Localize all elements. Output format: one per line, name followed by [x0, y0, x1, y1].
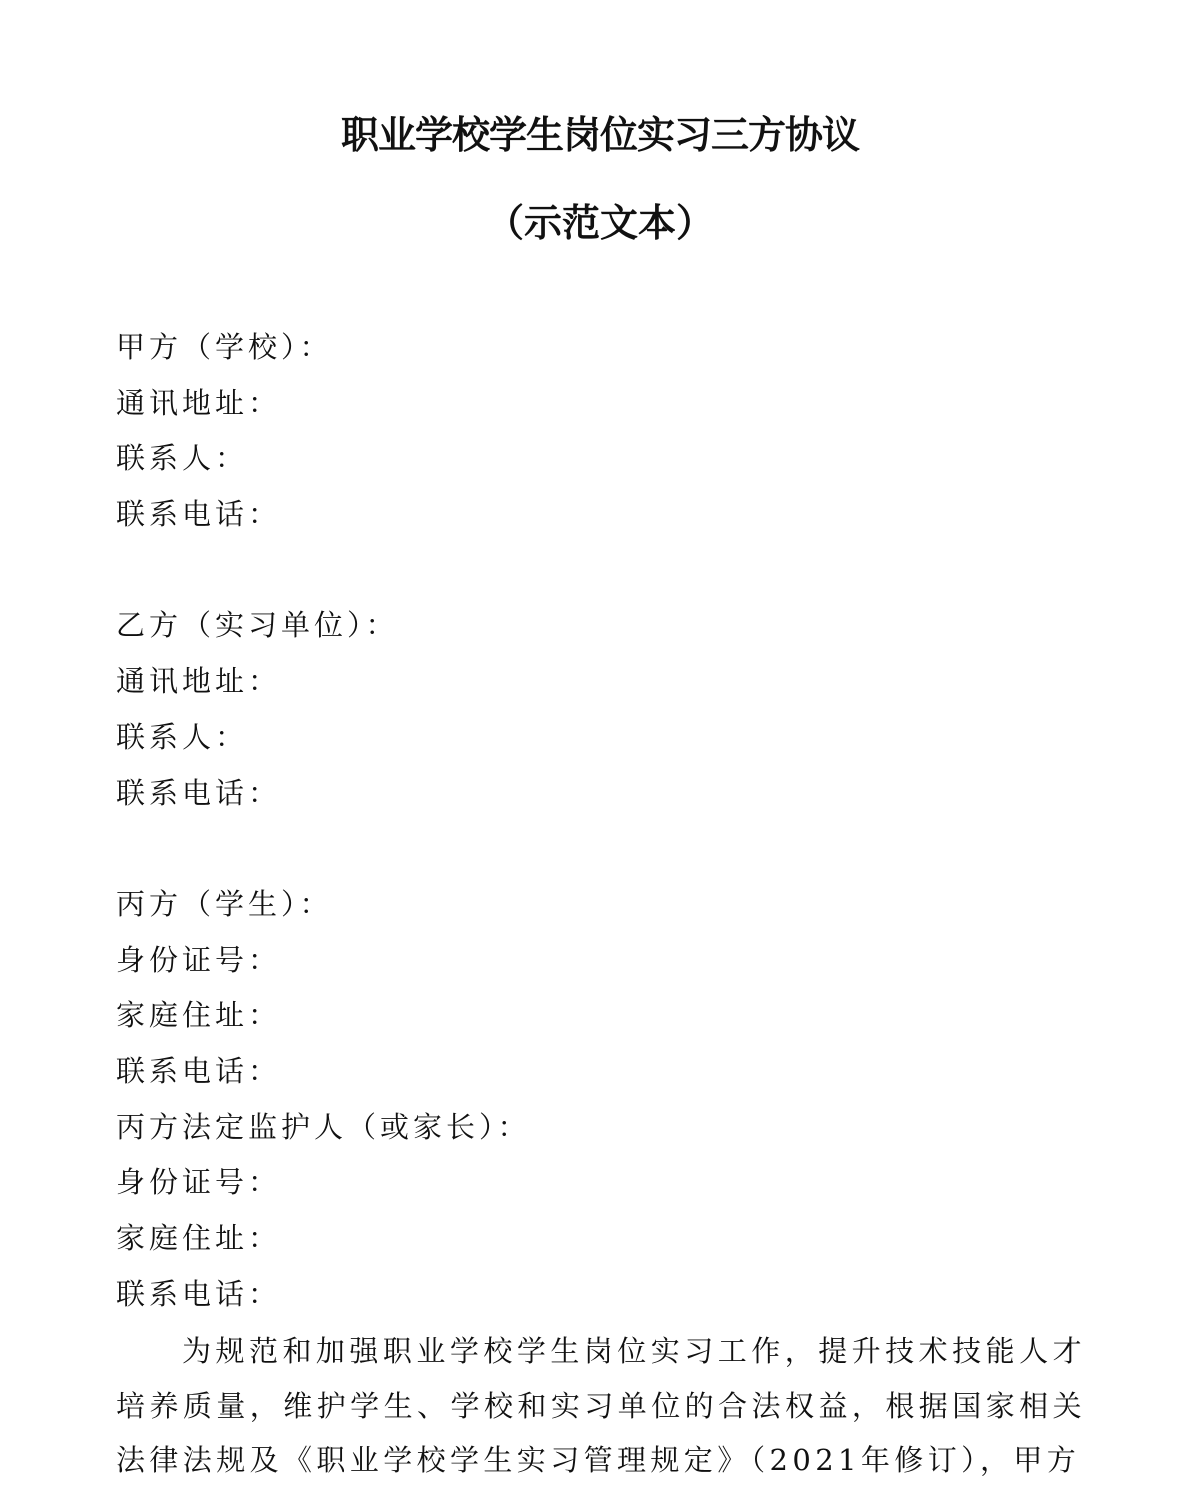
- party-c-home-label: 家庭住址：: [116, 998, 282, 1033]
- guardian-home-label: 家庭住址：: [116, 1221, 282, 1255]
- document-title: 职业学校学生岗位实习三方协议: [340, 113, 859, 157]
- party-b-contact-label: 联系人：: [116, 719, 249, 754]
- party-b-address-label: 通讯地址：: [116, 664, 282, 699]
- party-fields: [116, 320, 1096, 1322]
- party-c-id-label: 身份证号：: [116, 942, 282, 977]
- party-c-heading: 丙方（学生）：: [116, 886, 333, 921]
- guardian-heading: 丙方法定监护人（或家长）：: [116, 1109, 531, 1144]
- party-b-heading: 乙方（实习单位）：: [116, 608, 399, 643]
- party-a-address-label: 通讯地址：: [116, 385, 282, 420]
- party-c-phone-label: 联系电话：: [116, 1053, 282, 1088]
- party-a-heading: 甲方（学校）：: [116, 330, 333, 364]
- party-b-phone-label: 联系电话：: [116, 775, 282, 810]
- party-a-contact-label: 联系人：: [116, 441, 249, 476]
- guardian-id-label: 身份证号：: [116, 1165, 282, 1200]
- intro-paragraph: 为规范和加强职业学校学生岗位实习工作，提升技术技能人才培养质量，维护学生、学校和实习单位的合法权益，根据国家相关法律法规及《职业学校学生实习管理规定》（2021年修订），甲方: [116, 1334, 1086, 1477]
- party-a-phone-label: 联系电话：: [116, 497, 282, 532]
- guardian-phone-label: 联系电话：: [116, 1276, 282, 1311]
- document-subtitle: （示范文本）: [485, 201, 714, 245]
